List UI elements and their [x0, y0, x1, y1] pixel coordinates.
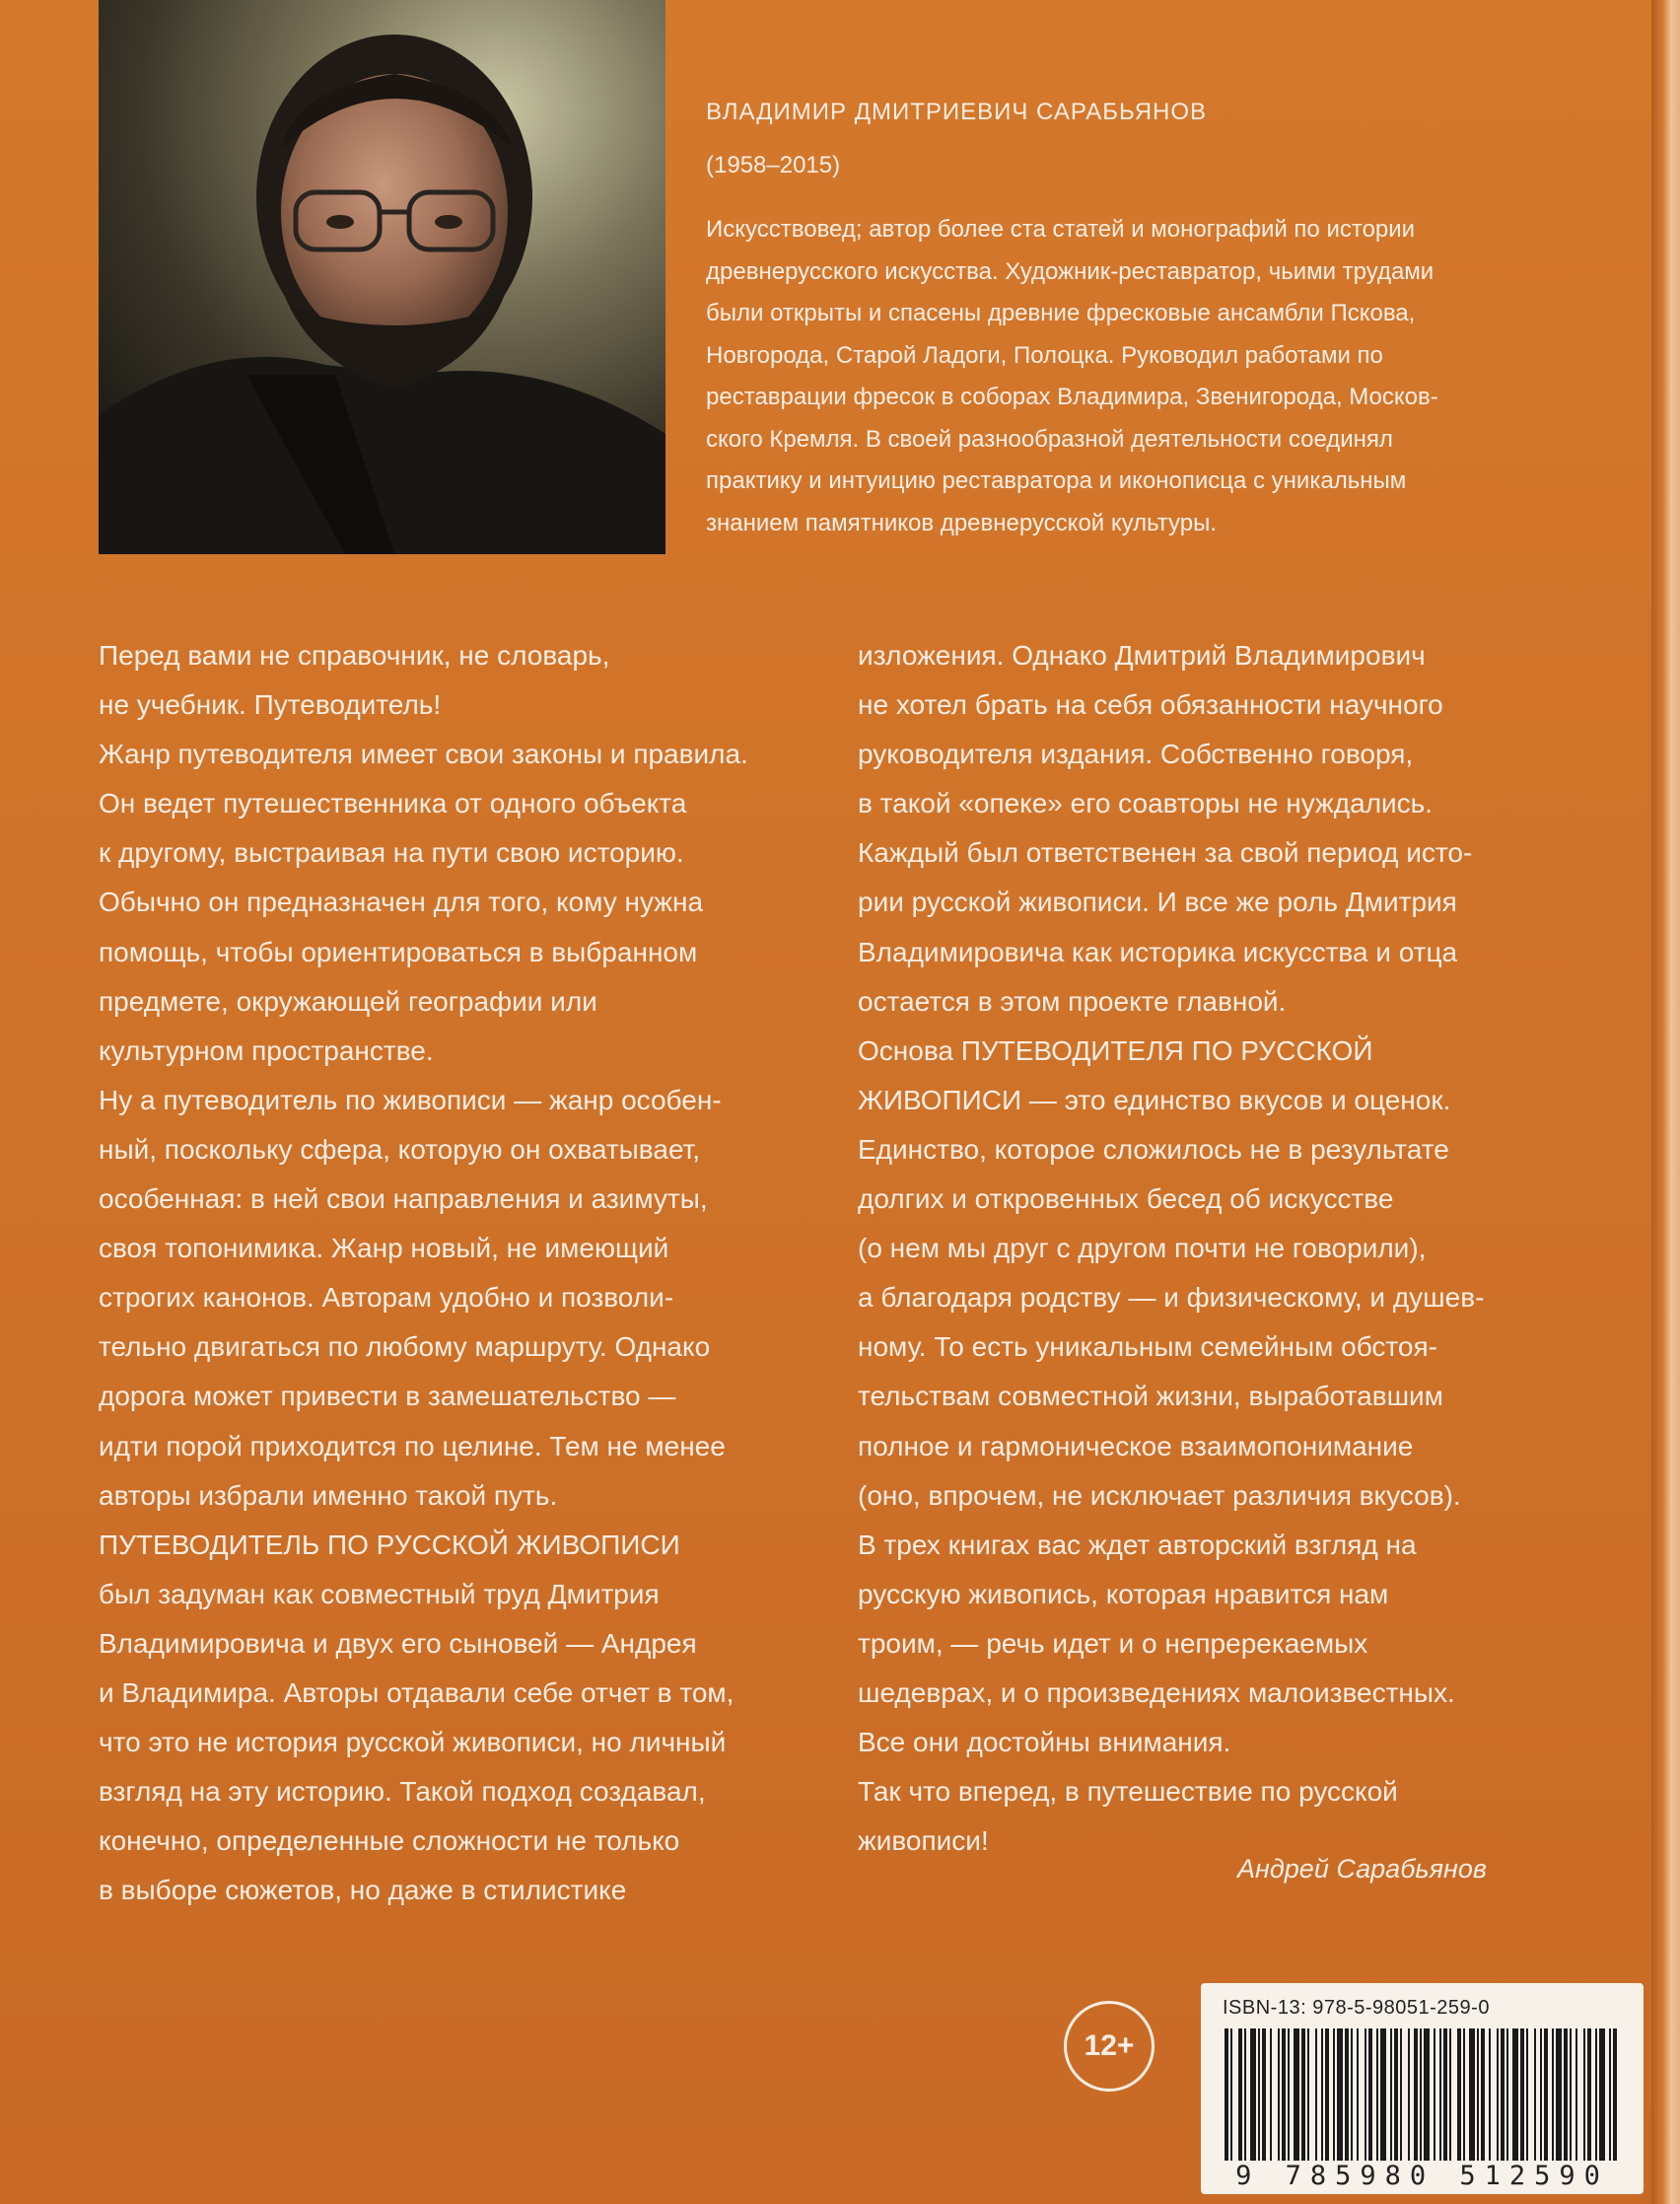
bio-line: Искусствовед; автор более ста статей и монографий по истории	[706, 216, 1416, 243]
text-line: Основа ПУТЕВОДИТЕЛЯ ПО РУССКОЙ	[858, 1034, 1373, 1066]
text-line: особенная: в ней свои направления и азимуты,	[99, 1183, 708, 1215]
text-line: ПУТЕВОДИТЕЛЬ ПО РУССКОЙ ЖИВОПИСИ	[99, 1529, 680, 1560]
text-line: не хотел брать на себя обязанности научного	[858, 689, 1443, 721]
text-line: тельствам совместной жизни, выработавшим	[858, 1381, 1443, 1412]
text-line: строгих канонов. Авторам удобно и позволи-	[99, 1282, 674, 1314]
text-line: шедеврах, и о произведениях малоизвестных.	[858, 1676, 1455, 1708]
text-line: а благодаря родству — и физическому, и душев-	[858, 1282, 1485, 1314]
author-years: (1958–2015)	[706, 152, 841, 178]
bio-line: Новгорода, Старой Ладоги, Полоцка. Руководил работами по	[706, 341, 1383, 369]
bio-line: были открыты и спасены древние фресковые ансамбли Пскова,	[706, 300, 1416, 326]
text-line: что это не история русской живописи, но личный	[99, 1727, 727, 1758]
text-line: русскую живопись, которая нравится нам	[858, 1578, 1389, 1609]
text-line: рии русской живописи. И все же роль Дмитрия	[858, 887, 1457, 918]
signature: Андрей Сарабьянов	[1237, 1854, 1487, 1884]
barcode-icon	[1221, 2028, 1624, 2161]
text-line: (оно, впрочем, не исключает различия вкусов).	[858, 1479, 1461, 1511]
text-line: идти порой приходится по целине. Тем не менее	[99, 1430, 726, 1461]
text-line: (о нем мы друг с другом почти не говорили),	[858, 1233, 1427, 1264]
author-bio	[706, 209, 1613, 544]
text-line: конечно, определенные сложности не только	[99, 1825, 680, 1857]
text-line: Жанр путеводителя имеет свои законы и правила.	[99, 739, 748, 770]
author-name: ВЛАДИМИР ДМИТРИЕВИЧ САРАБЬЯНОВ	[706, 99, 1208, 125]
text-line: остается в этом проекте главной.	[858, 985, 1287, 1017]
author-photo	[99, 0, 665, 554]
text-line: и Владимира. Авторы отдавали себе отчет в том,	[99, 1676, 735, 1708]
text-line: помощь, чтобы ориентироваться в выбранном	[99, 936, 698, 967]
barcode-number: 9 785980 512590	[1235, 2161, 1609, 2191]
text-line: Перед вами не справочник, не словарь,	[99, 640, 610, 671]
text-line: Каждый был ответственен за свой период исто-	[858, 837, 1473, 869]
text-line: Он ведет путешественника от одного объекта	[99, 788, 687, 819]
text-line: культурном пространстве.	[99, 1034, 434, 1066]
text-line: Владимировича и двух его сыновей — Андрея	[99, 1627, 697, 1659]
text-line: Владимировича как историка искусства и отца	[858, 936, 1458, 967]
text-line: Единство, которое сложилось не в результате	[858, 1133, 1449, 1165]
text-line: ному. То есть уникальным семейным обстоя-	[858, 1331, 1437, 1363]
text-line: троим, — речь идет и о непререкаемых	[858, 1627, 1368, 1659]
text-line: Так что вперед, в путешествие по русской	[858, 1776, 1398, 1808]
text-line: ный, поскольку сфера, которую он охватывает,	[99, 1133, 701, 1165]
text-line: Ну а путеводитель по живописи — жанр особен-	[99, 1084, 722, 1115]
text-line: в выборе сюжетов, но даже в стилистике	[99, 1875, 627, 1906]
text-line: был задуман как совместный труд Дмитрия	[99, 1578, 660, 1609]
text-column-right	[858, 631, 1587, 1915]
text-line: полное и гармоническое взаимопонимание	[858, 1430, 1414, 1461]
text-line: в такой «опеке» его соавторы не нуждались.	[858, 788, 1434, 819]
text-line: руководителя издания. Собственно говоря,	[858, 739, 1414, 770]
text-line: живописи!	[858, 1825, 989, 1857]
text-line: Все они достойны внимания.	[858, 1727, 1231, 1758]
bio-line: реставрации фресок в соборах Владимира, Звенигорода, Москов-	[706, 384, 1438, 410]
isbn-label: ISBN-13: 978-5-98051-259-0	[1223, 1997, 1490, 2019]
text-line: к другому, выстраивая на пути свою историю.	[99, 837, 684, 869]
text-line: В трех книгах вас ждет авторский взгляд на	[858, 1529, 1417, 1560]
isbn-barcode-box	[1201, 1983, 1644, 2194]
text-line: ЖИВОПИСИ — это единство вкусов и оценок.	[858, 1084, 1451, 1115]
text-line: дорога может привести в замешательство —	[99, 1381, 676, 1412]
text-line: предмете, окружающей географии или	[99, 985, 597, 1017]
bio-line: практику и интуицию реставратора и иконописца с уникальным	[706, 467, 1407, 494]
text-line: авторы избрали именно такой путь.	[99, 1479, 558, 1511]
text-column-left	[99, 631, 799, 1915]
text-line: изложения. Однако Дмитрий Владимирович	[858, 640, 1426, 671]
author-portrait-image	[99, 0, 665, 554]
bio-line: ского Кремля. В своей разнообразной деятельности соединял	[706, 425, 1393, 453]
bio-line: древнерусского искусства. Художник-реставратор, чьими трудами	[706, 257, 1435, 285]
bio-line: знанием памятников древнерусской культуры.	[706, 509, 1217, 536]
age-rating-badge: 12+	[1064, 2001, 1155, 2092]
text-line: своя топонимика. Жанр новый, не имеющий	[99, 1233, 669, 1264]
text-line: долгих и откровенных бесед об искусстве	[858, 1183, 1394, 1215]
text-line: тельно двигаться по любому маршруту. Однако	[99, 1331, 711, 1363]
description-text	[99, 631, 1587, 1915]
book-spine-edge	[1651, 0, 1680, 2204]
text-line: не учебник. Путеводитель!	[99, 689, 442, 721]
author-info	[706, 97, 1613, 544]
text-line: Обычно он предназначен для того, кому нужна	[99, 887, 704, 918]
text-line: взгляд на эту историю. Такой подход создавал,	[99, 1776, 706, 1808]
